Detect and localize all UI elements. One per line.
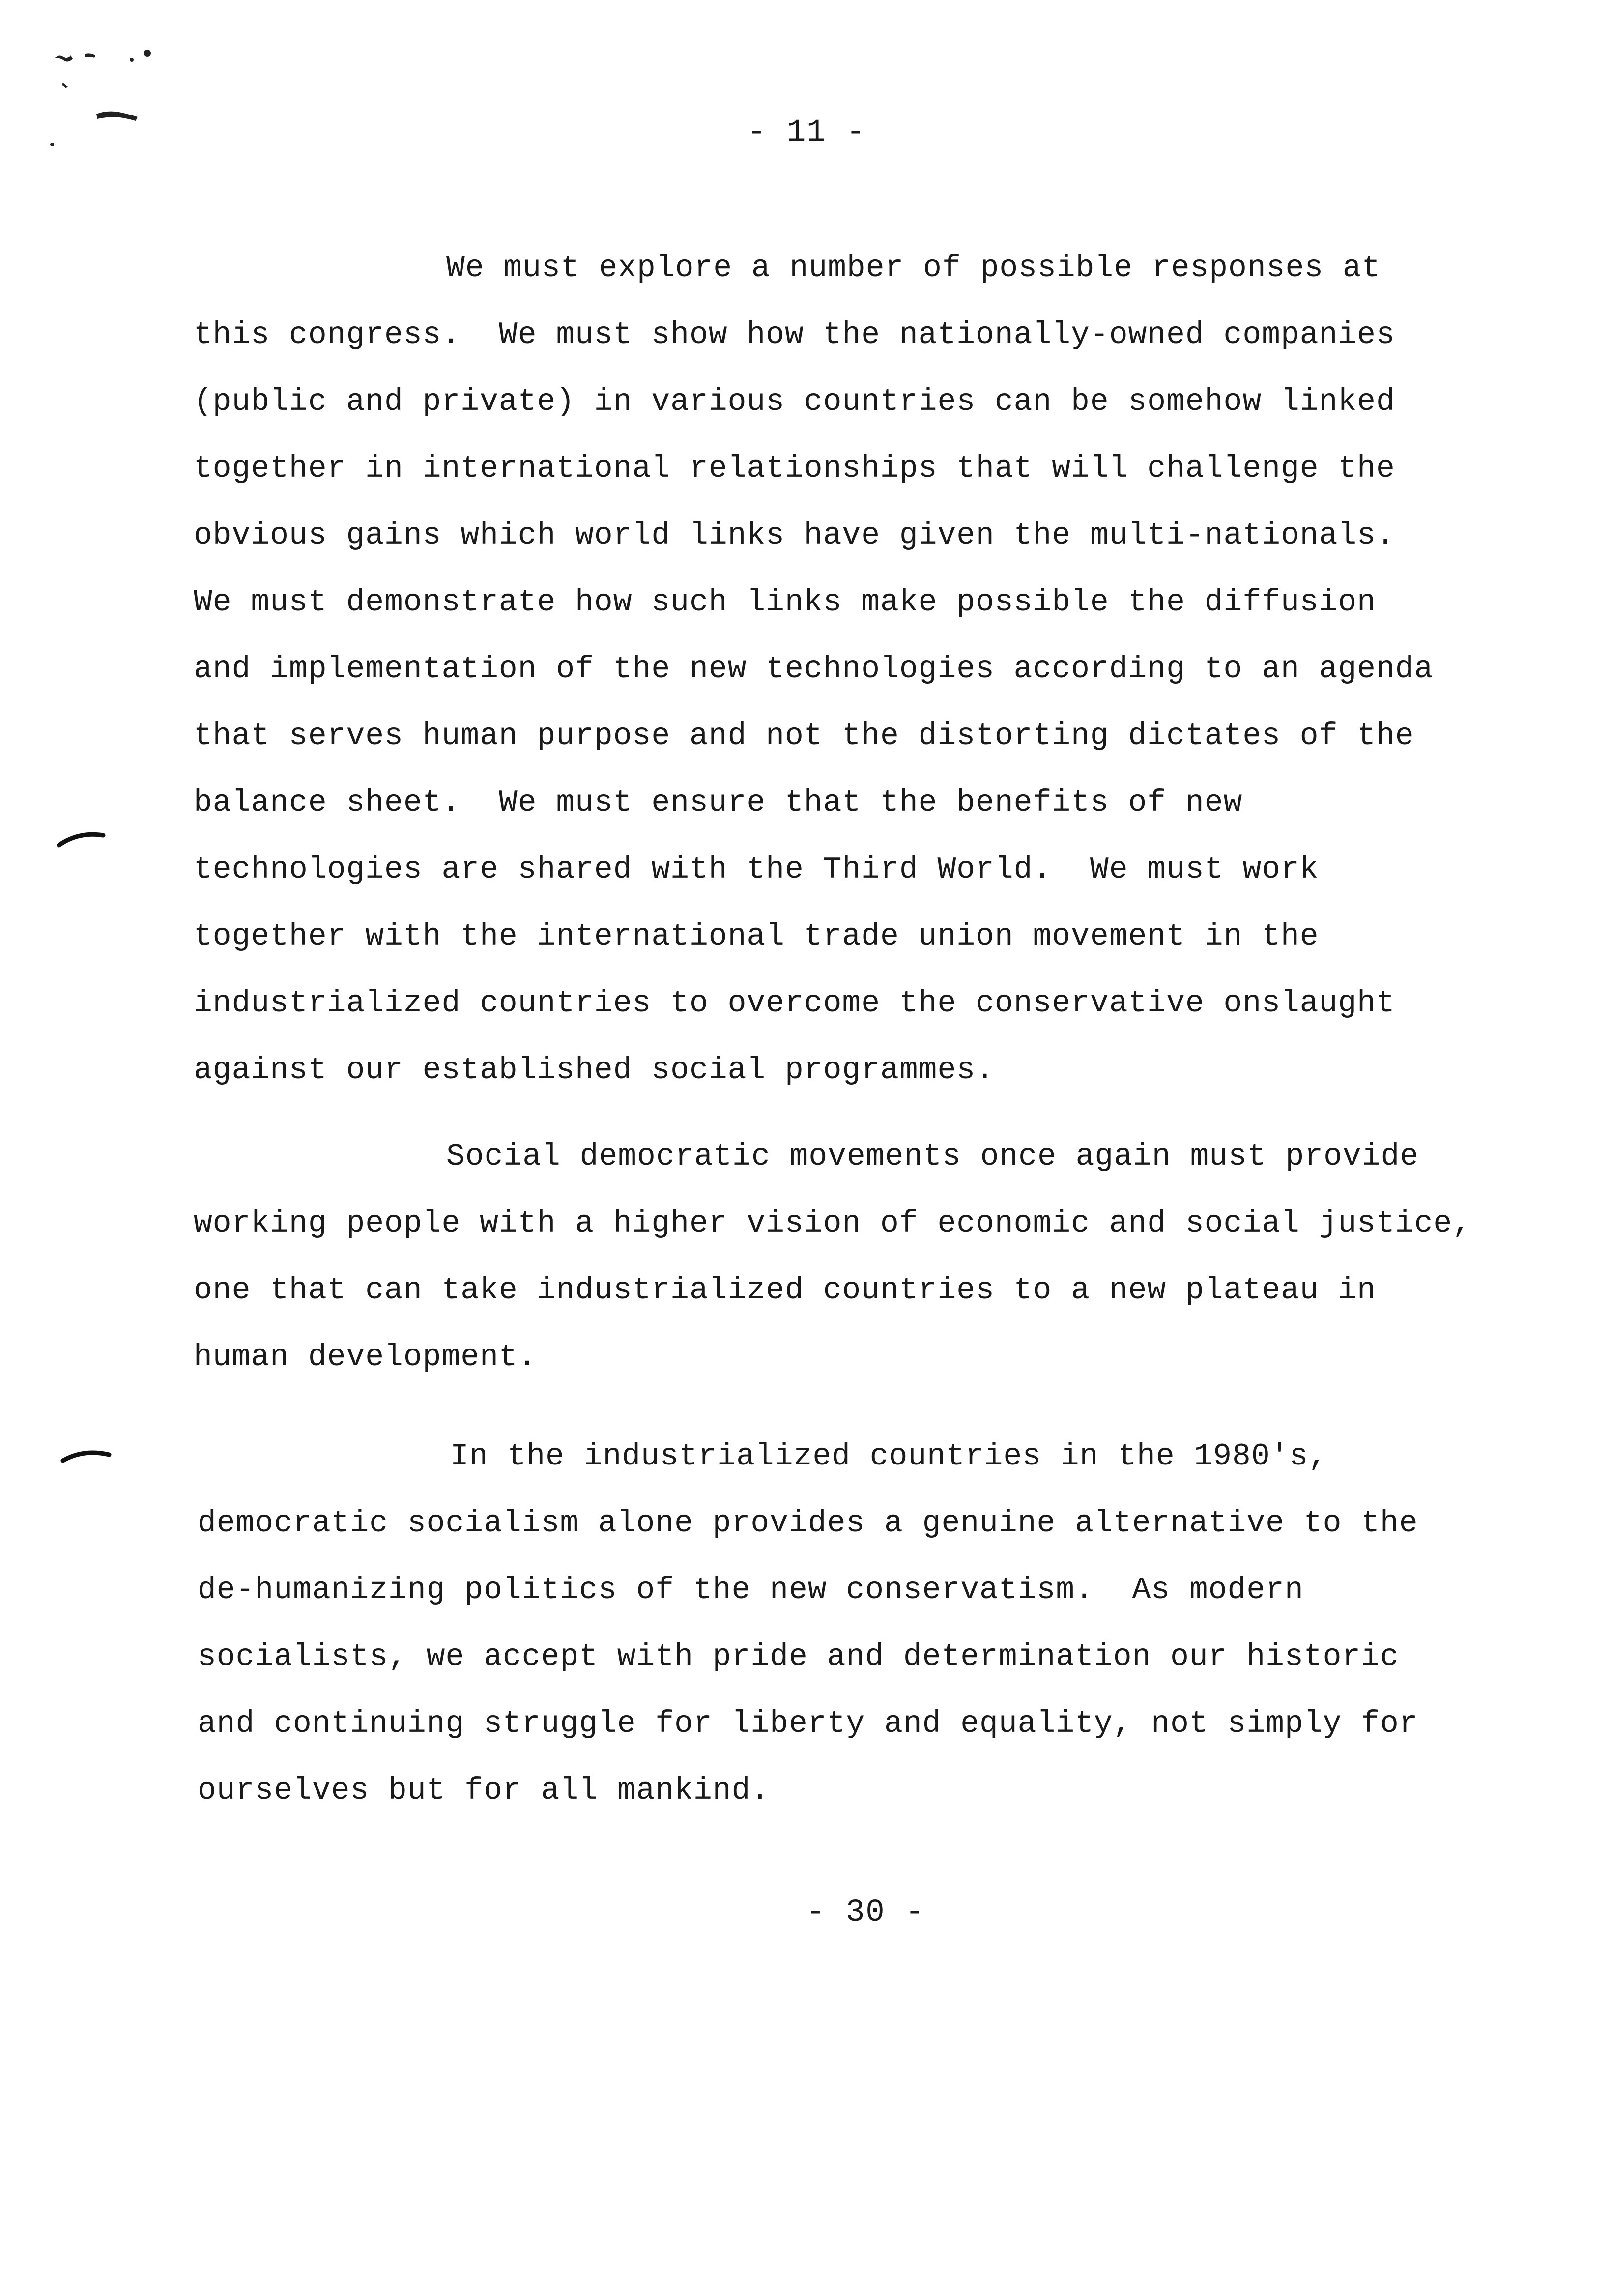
text-line: human development.: [194, 1340, 537, 1375]
page-number-bottom: - 30 -: [806, 1895, 925, 1930]
text-line: this congress. We must show how the nationally-owned companies: [194, 317, 1395, 352]
text-line: and continuing struggle for liberty and equality, not simply for: [198, 1706, 1418, 1741]
speck: [96, 112, 138, 121]
text-line: balance sheet. We must ensure that the benefits of new: [194, 785, 1243, 820]
text-line: technologies are shared with the Third World. We must work: [194, 852, 1319, 887]
text-line: Social democratic movements once again must provide: [446, 1139, 1419, 1174]
text-line: industrialized countries to overcome the conservative onslaught: [194, 986, 1395, 1021]
text-line: together in international relationships that will challenge the: [194, 451, 1395, 486]
text-line: that serves human purpose and not the distorting dictates of the: [194, 718, 1414, 753]
text-line: obvious gains which world links have given the multi-nationals.: [194, 518, 1395, 553]
speck: [144, 50, 151, 57]
paragraph-2: [194, 1123, 1550, 1391]
speck: [130, 58, 134, 62]
text-line: socialists, we accept with pride and determination our historic: [198, 1639, 1399, 1674]
speck: [55, 55, 73, 62]
text-line: and implementation of the new technologies according to an agenda: [194, 652, 1434, 687]
text-line: working people with a higher vision of economic and social justice,: [194, 1206, 1472, 1241]
text-line: together with the international trade union movement in the: [194, 919, 1319, 954]
speck: [85, 53, 95, 58]
punch-hole-mark-lower: [63, 1453, 109, 1461]
corner-scan-specks: [50, 50, 151, 146]
punch-hole-mark-upper: [59, 834, 103, 845]
text-line: one that can take industrialized countries to a new plateau in: [194, 1273, 1376, 1308]
text-line: We must demonstrate how such links make possible the diffusion: [194, 585, 1376, 620]
text-line: ourselves but for all mankind.: [198, 1773, 770, 1808]
text-line: We must explore a number of possible responses at: [446, 251, 1381, 286]
text-line: against our established social programmes.: [194, 1053, 995, 1088]
text-line: In the industrialized countries in the 1980's,: [450, 1439, 1328, 1474]
text-line: democratic socialism alone provides a genuine alternative to the: [198, 1506, 1418, 1541]
paragraph-1: [194, 235, 1550, 1104]
text-line: (public and private) in various countries can be somehow linked: [194, 384, 1395, 419]
speck: [62, 83, 68, 88]
text-line: de-humanizing politics of the new conservatism. As modern: [198, 1573, 1304, 1607]
page-number-top: - 11 -: [747, 115, 866, 150]
speck: [50, 143, 54, 146]
paragraph-3: [198, 1423, 1554, 1824]
